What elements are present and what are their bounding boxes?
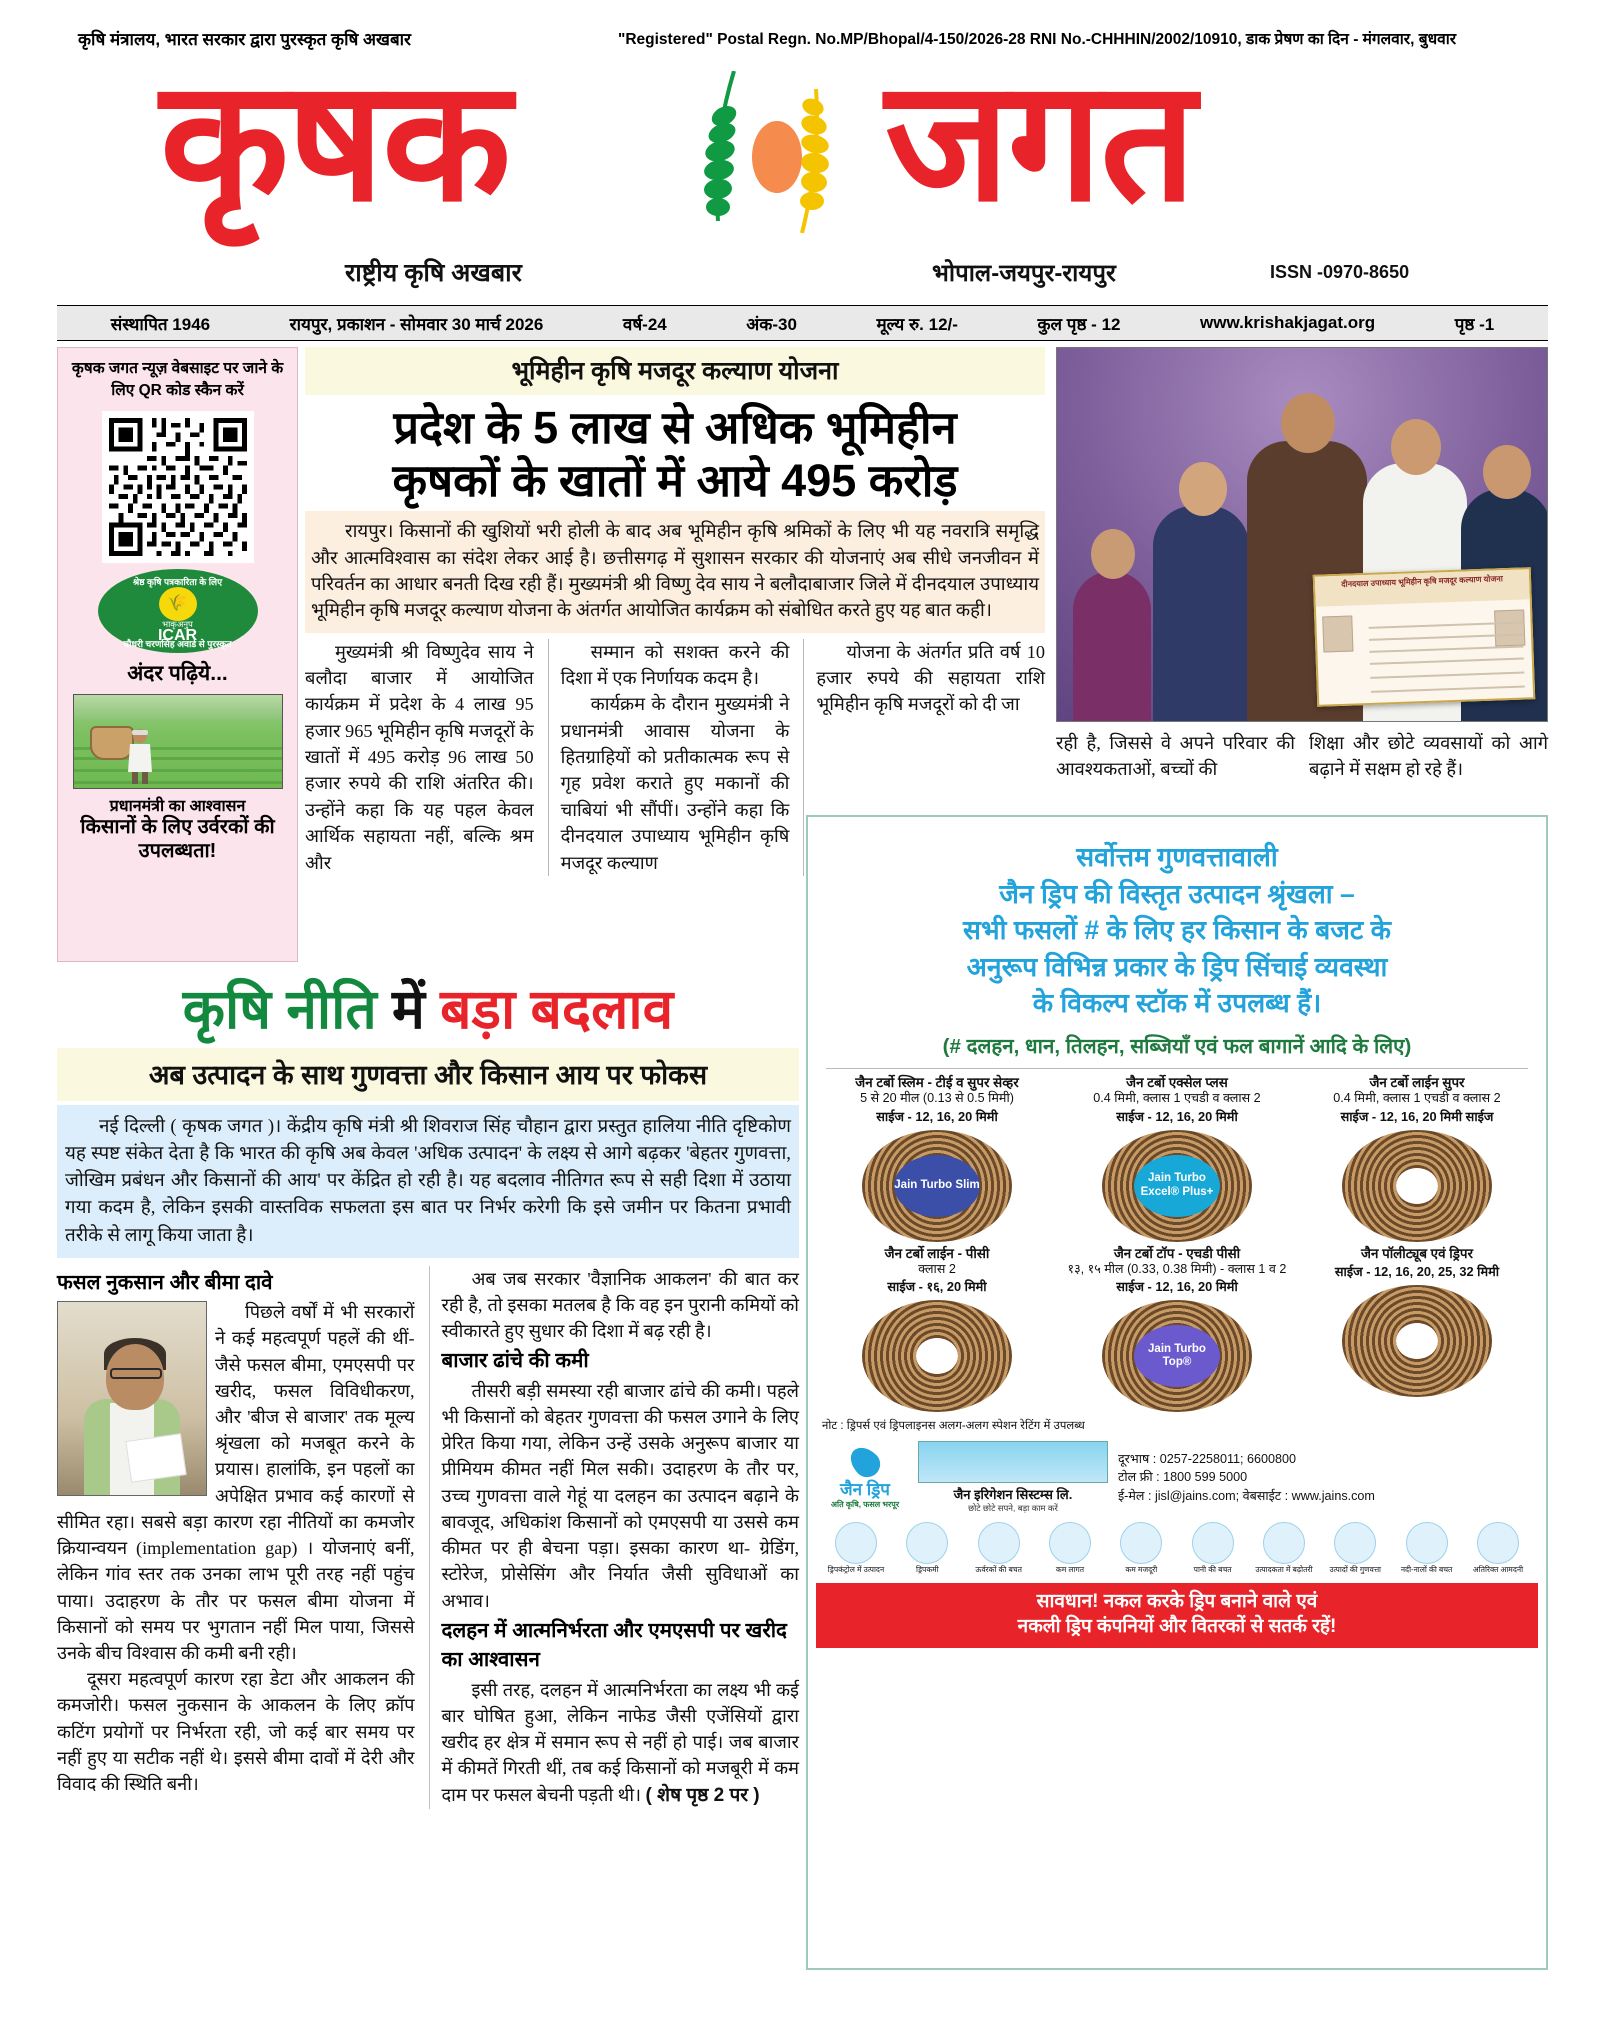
lead-intro-paragraph: रायपुर। किसानों की खुशियों भरी होली के बाद अब भूमिहीन कृषि श्रमिकों के लिए भी यह नवरात्रि समृद्धि और आत्मविश्वास का संदेश लेकर आई है। छत्तीसगढ़ में सुशासन सरकार की योजनाएं अब सीधे जनजीवन में परिवर्तन का आधार बनती दिख रही हैं। मुख्यमंत्री श्री विष्णु देव साय ने बलौदाबाजार जिले में दीनदयाल उपाध्याय भूमिहीन कृषि मजदूर कल्याण योजना के अंतर्गत आयोजित कार्यक्रम को संबोधित करते हुए यह बात कही। bbox=[305, 511, 1045, 633]
person-head-3 bbox=[1281, 393, 1335, 453]
product-label bbox=[894, 1325, 980, 1387]
farmer-figure-icon bbox=[120, 728, 160, 784]
benefit-item bbox=[895, 1522, 959, 1575]
lead-col1-text: मुख्यमंत्री श्री विष्णुदेव साय ने बलौदा बाजार में आयोजित कार्यक्रम में प्रदेश के 4 लाख 95 हजार 965 भूमिहीन कृषि मजदूरों के खातों में 495 करोड़ 96 लाख 50 हजार रुपये की राशि अंतरित की। उन्होंने कहा कि यह पहल केवल आर्थिक सहायता नहीं, बल्कि श्रम और bbox=[305, 641, 534, 873]
masthead-word-left: कृषक bbox=[160, 47, 510, 235]
product-card[interactable] bbox=[1298, 1075, 1536, 1244]
lead-story-photo bbox=[1056, 347, 1548, 722]
promo-line-2: किसानों के लिए उर्वरकों की उपलब्धता! bbox=[80, 815, 275, 862]
policy-headline-black: में bbox=[391, 978, 425, 1040]
masthead-editions: भोपाल-जयपुर-रायपुर bbox=[932, 260, 1116, 287]
email-row bbox=[1118, 1487, 1532, 1506]
product-label: Jain Turbo Slim bbox=[894, 1155, 980, 1217]
product-card[interactable] bbox=[1058, 1246, 1296, 1415]
benefit-icon bbox=[1477, 1522, 1519, 1564]
ad-benefits-row bbox=[808, 1514, 1546, 1575]
lead-kicker: भूमिहीन कृषि मजदूर कल्याण योजना bbox=[305, 347, 1045, 395]
policy-para-1: पिछले वर्षों में भी सरकारों ने कई महत्वपूर्ण पहलें की थीं-जैसे फसल बीमा, एमएसपी पर खरीद, फसल विविधीकरण, और 'बीज से बाजार' तक मूल्य श्रृंखला को मजबूत करने के प्रयास। हालांकि, इन पहलों का अपेक्षित प्रभाव कई कारणों से सीमित रहा। सबसे बड़ा कारण रहा नीतियों का कमजोर क्रियान्वयन (implementation gap) । योजनाएं बनीं, लेकिन गांव स्तर तक उनका लाभ पूरी तरह नहीं पहुंच पाया। उदाहरण के तौर पर फसल बीमा योजना में किसानों को समय पर भुगतान नहीं मिल पाया, जिससे उनके बीच विश्वास की कमी बनी रही। bbox=[57, 1302, 415, 1663]
lead-column-2 bbox=[548, 639, 790, 876]
policy-para-4: तीसरी बड़ी समस्या रही बाजार ढांचे की कमी। पहले भी किसानों को बेहतर गुणवत्ता की फसल उगाने के लिए प्रेरित किया गया, लेकिन उन्हें उसके अनुरूप बाजार या प्रीमियम कीमत नहीं मिल सकी। उदाहरण के तौर पर, उच्च गुणवत्ता वाले गेहूं या दलहन का उत्पादन बढ़ाने के बावजूद, अधिकांश किसानों को एमएसपी या उससे कम कीमत पर ही बेचना पड़ा। इसका कारण था- ग्रेडिंग, स्टोरेज, प्रोसेसिंग और निर्यात जैसी सुविधाओं का अभाव। bbox=[441, 1380, 799, 1611]
product-coil-image bbox=[862, 1130, 1012, 1242]
masthead bbox=[0, 47, 1605, 240]
policy-column-1 bbox=[57, 1266, 415, 1809]
policy-subhead-3: दलहन में आत्मनिर्भरता और एमएसपी पर खरीद का आश्वासन bbox=[441, 1618, 787, 1672]
product-name: जैन पॉलीट्यूब एवं ड्रिपर bbox=[1361, 1245, 1473, 1261]
product-name: जैन टर्बो लाईन सुपर bbox=[1369, 1074, 1465, 1090]
ministry-award-text: कृषि मंत्रालय, भारत सरकार द्वारा पुरस्कृत कृषि अखबार bbox=[78, 29, 412, 49]
benefit-item bbox=[1252, 1522, 1316, 1575]
benefit-item bbox=[967, 1522, 1031, 1575]
benefit-label: अतिरिक्त आमदनी bbox=[1472, 1565, 1524, 1575]
ad-headline-line5: के विकल्प स्टॉक में उपलब्ध हैं। bbox=[1032, 988, 1322, 1019]
product-label bbox=[1374, 1310, 1460, 1372]
benefit-item bbox=[824, 1522, 888, 1575]
certificate-portrait-left bbox=[1322, 615, 1353, 652]
photo-caption-left: रही है, जिससे वे अपने परिवार की आवश्यकताओं, बच्चों की bbox=[1056, 733, 1295, 780]
left-sidebar bbox=[57, 347, 298, 962]
postal-registration-text: "Registered" Postal Regn. No.MP/Bhopal/4-150/2026-28 RNI No.-CHHHIN/2002/10910, डाक प्रेषण का दिन - मंगलवार, बुधवार bbox=[618, 31, 1457, 48]
benefit-icon bbox=[906, 1522, 948, 1564]
product-size: साईज - 12, 16, 20, 25, 32 मिमी bbox=[1334, 1263, 1500, 1279]
person-head-1 bbox=[1091, 529, 1135, 579]
ad-website-value[interactable]: www.jains.com bbox=[1291, 1489, 1375, 1504]
product-grid bbox=[808, 1069, 1546, 1415]
product-coil-image bbox=[862, 1300, 1012, 1412]
product-label: Jain Turbo Excel® Plus+ bbox=[1134, 1155, 1220, 1217]
policy-story bbox=[57, 975, 799, 1809]
benefit-item bbox=[1466, 1522, 1530, 1575]
price: मूल्य रु. 12/- bbox=[876, 314, 958, 334]
product-spec: क्लास 2 bbox=[918, 1261, 956, 1276]
wheat-logo-icon bbox=[690, 63, 860, 233]
certificate-portrait-right bbox=[1494, 609, 1525, 646]
icar-award-badge bbox=[98, 569, 258, 653]
benefit-icon bbox=[835, 1522, 877, 1564]
icar-ring-bottom-text: चौधरी चरणसिंह अवार्ड से पुरस्कृत bbox=[123, 638, 232, 649]
product-spec: 0.4 मिमी, क्लास 1 एचडी व क्लास 2 bbox=[1093, 1090, 1261, 1105]
product-size: साईज - 12, 16, 20 मिमी साईज bbox=[1340, 1108, 1494, 1124]
icar-acronym: ICAR bbox=[157, 626, 198, 644]
ad-headline-line1: सर्वोत्तम गुणवत्तावाली bbox=[1076, 842, 1278, 872]
benefit-icon bbox=[1120, 1522, 1162, 1564]
benefit-item bbox=[1323, 1522, 1387, 1575]
email-value[interactable]: jisl@jains.com; bbox=[1154, 1489, 1240, 1504]
policy-column-2 bbox=[429, 1266, 800, 1809]
issn-number: ISSN -0970-8650 bbox=[1270, 262, 1410, 282]
founded-year: संस्थापित 1946 bbox=[110, 314, 211, 334]
qr-code-icon bbox=[109, 418, 247, 556]
glasses-icon bbox=[110, 1368, 162, 1379]
phone-row bbox=[1118, 1450, 1532, 1469]
issue-info-bar bbox=[57, 305, 1548, 341]
policy-body-columns bbox=[57, 1266, 799, 1809]
volume-number: वर्ष-24 bbox=[622, 314, 667, 334]
benefit-label: ड्रिपकमी bbox=[915, 1565, 939, 1575]
benefit-label: पानी की बचत bbox=[1193, 1565, 1232, 1575]
website-link[interactable]: www.krishakjagat.org bbox=[1200, 313, 1376, 332]
continued-marker: ( शेष पृष्ठ 2 पर ) bbox=[645, 1784, 760, 1806]
product-coil-image bbox=[1342, 1285, 1492, 1397]
icar-ring-top-text: श्रेष्ठ कृषि पत्रकारिता के लिए bbox=[132, 576, 223, 587]
product-spec: 0.4 मिमी, क्लास 1 एचडी व क्लास 2 bbox=[1333, 1090, 1501, 1105]
lead-story bbox=[305, 347, 1045, 876]
benefit-item bbox=[1109, 1522, 1173, 1575]
person-figure-2 bbox=[1153, 506, 1249, 721]
website-label: वेबसाईट : bbox=[1242, 1489, 1289, 1504]
product-label: Jain Turbo Top® bbox=[1134, 1325, 1220, 1387]
total-pages: कुल पृष्ठ - 12 bbox=[1037, 314, 1121, 334]
benefit-icon bbox=[1334, 1522, 1376, 1564]
icar-hindi-name: भाकृअनुप bbox=[162, 618, 193, 629]
benefit-label: नदी-नालों की बचत bbox=[1400, 1565, 1453, 1575]
benefit-label: ऊर्वरकों की बचत bbox=[975, 1565, 1022, 1575]
product-coil-image bbox=[1102, 1130, 1252, 1242]
ad-headline-line2: जैन ड्रिप की विस्तृत उत्पादन श्रृंखला – bbox=[999, 878, 1355, 909]
factory-building-icon bbox=[918, 1441, 1108, 1483]
benefit-icon bbox=[978, 1522, 1020, 1564]
product-card[interactable] bbox=[1058, 1075, 1296, 1244]
product-name: जैन टर्बो स्लिम - टीई व सुपर सेव्हर bbox=[855, 1074, 1019, 1090]
policy-para-5-text: इसी तरह, दलहन में आत्मनिर्भरता का लक्ष्य भी कई बार घोषित हुआ, लेकिन नाफेड जैसी एजेंसियों द्वारा खरीद हर क्षेत्र में समान रूप से नहीं हो पाई। जब बाजार में कीमतें गिरती थीं, तब कई किसानों को मजबूरी में कम दाम पर फसल बेचनी पड़ती थी। bbox=[441, 1679, 799, 1805]
warning-line-1: सावधान! नकल करके ड्रिप बनाने वाले एवं bbox=[1036, 1591, 1318, 1613]
scheme-certificate bbox=[1313, 567, 1535, 707]
ad-brand-row bbox=[808, 1433, 1546, 1514]
tollfree-row bbox=[1118, 1468, 1532, 1487]
lead-column-1 bbox=[305, 639, 534, 876]
benefit-icon bbox=[1192, 1522, 1234, 1564]
product-size: साईज - १६, 20 मिमी bbox=[887, 1279, 987, 1295]
policy-subhead-2: बाजार ढांचे की कमी bbox=[441, 1349, 589, 1373]
ad-warning-banner bbox=[816, 1583, 1538, 1647]
masthead-word-right: जगत bbox=[885, 47, 1194, 235]
inside-label: अंदर पढ़िये... bbox=[127, 661, 228, 685]
product-label bbox=[1374, 1155, 1460, 1217]
benefit-label: कम मजदूरी bbox=[1125, 1565, 1158, 1575]
product-card[interactable] bbox=[818, 1075, 1056, 1244]
ad-footnote: नोट : ड्रिपर्स एवं ड्रिपलाइनस अलग-अलग स्पेशन रेटिंग में उपलब्ध bbox=[822, 1420, 1085, 1433]
benefit-item bbox=[1181, 1522, 1245, 1575]
policy-subheadline: अब उत्पादन के साथ गुणवत्ता और किसान आय पर फोकस bbox=[57, 1048, 799, 1101]
person-head-4 bbox=[1391, 419, 1441, 475]
product-size: साईज - 12, 16, 20 मिमी bbox=[1116, 1108, 1238, 1124]
phone-label: दूरभाष : bbox=[1118, 1451, 1157, 1466]
company-tagline: छोटे छोटे सपने, बड़ा काम करें bbox=[968, 1503, 1058, 1514]
benefit-icon bbox=[1049, 1522, 1091, 1564]
policy-para-3: अब जब सरकार 'वैज्ञानिक आकलन' की बात कर रही है, तो इसका मतलब है कि वह इन पुरानी कमियों को स्वीकारते हुए सुधार की दिशा में बढ़ रही है। bbox=[441, 1268, 799, 1342]
tollfree-value: 1800 599 5000 bbox=[1163, 1470, 1248, 1485]
product-spec: १३, १५ मील (0.33, 0.38 मिमी) - क्लास 1 व 2 bbox=[1067, 1261, 1287, 1276]
product-card[interactable] bbox=[818, 1246, 1056, 1415]
photo-caption-columns bbox=[1056, 730, 1548, 783]
photo-caption-right: शिक्षा और छोटे व्यवसायों को आगे बढ़ाने में सक्षम हो रहे हैं। bbox=[1309, 733, 1548, 780]
lead-headline-line2: कृषकों के खातों में आये 495 करोड़ bbox=[392, 455, 958, 507]
brand-name: जैन ड्रिप bbox=[840, 1480, 890, 1500]
company-name: जैन इरिगेशन सिस्टम्स लि. bbox=[953, 1487, 1073, 1503]
sidebar-promo-caption bbox=[58, 794, 297, 863]
product-card[interactable] bbox=[1298, 1246, 1536, 1415]
lead-col2b-text: कार्यक्रम के दौरान मुख्यमंत्री ने प्रधानमंत्री आवास योजना के हितग्राहियों को प्रतीकात्मक रूप से गृह प्रवेश कराते हुए मकानों की चाबियां भी सौंपीं। उन्होंने कहा कि दीनदयाल उपाध्याय भूमिहीन कृषि मजदूर कल्याण bbox=[560, 694, 790, 873]
minister-photo bbox=[57, 1301, 207, 1496]
icar-wheat-glyph: 🌾 bbox=[167, 594, 188, 612]
policy-intro-paragraph: नई दिल्ली ( कृषक जगत )। केंद्रीय कृषि मंत्री श्री शिवराज सिंह चौहान द्वारा प्रस्तुत हालिया नीति दृष्टिकोण यह स्पष्ट संकेत देता है कि भारत की कृषि अब केवल 'अधिक उत्पादन' के लक्ष्य से आगे बढ़कर 'बेहतर गुणवत्ता, जोखिम प्रबंधन और किसानों की आय' पर केंद्रित हो रही है। यह बदलाव नीतिगत रूप से सही दिशा में उठाया गया कदम है, लेकिन इसकी वास्तविक सफलता इस बात पर निर्भर करेगी कि इसे जमीन पर कितना प्रभावी तरीके से लागू किया जाता है। bbox=[57, 1105, 799, 1258]
benefit-label: कम लागत bbox=[1055, 1565, 1085, 1575]
ad-crop-note: (# दलहन, धान, तिलहन, सब्जियाँ एवं फल बागानें आदि के लिए) bbox=[942, 1034, 1412, 1058]
brand-tagline: अति कृषि, फसल भरपूर bbox=[830, 1499, 900, 1509]
policy-subhead-1: फसल नुकसान और बीमा दावे bbox=[57, 1270, 273, 1294]
email-label: ई-मेल : bbox=[1118, 1489, 1152, 1504]
benefit-item bbox=[1038, 1522, 1102, 1575]
benefit-item bbox=[1395, 1522, 1459, 1575]
qr-instruction-text: कृषक जगत न्यूज़ वेबसाइट पर जाने के लिए QR कोड स्कैन करें bbox=[71, 360, 284, 400]
benefit-icon bbox=[1263, 1522, 1305, 1564]
lead-headline bbox=[305, 395, 1045, 511]
product-name: जैन टर्बो एक्सेल प्लस bbox=[1126, 1074, 1228, 1090]
ad-contact-block bbox=[1118, 1450, 1532, 1507]
product-coil-image bbox=[1102, 1300, 1252, 1412]
benefit-label: ड्रिपकंट्रोल में उत्पादन bbox=[827, 1565, 885, 1575]
product-name: जैन टर्बो टॉप - एचडी पीसी bbox=[1113, 1245, 1241, 1261]
benefit-label: उत्पादों की गुणवत्ता bbox=[1329, 1565, 1382, 1575]
ad-headline-line3: सभी फसलों # के लिए हर किसान के बजट के bbox=[963, 915, 1391, 946]
masthead-subtitle-left: राष्ट्रीय कृषि अखबार bbox=[345, 259, 522, 287]
sidebar-farmer-photo bbox=[73, 694, 283, 789]
product-size: साईज - 12, 16, 20 मिमी bbox=[1116, 1279, 1238, 1295]
issue-number: अंक-30 bbox=[746, 314, 797, 334]
yellow-wheat-icon bbox=[786, 83, 832, 233]
policy-headline-red: बड़ा बदलाव bbox=[440, 978, 674, 1040]
ad-headline-line4: अनुरूप विभिन्न प्रकार के ड्रिप सिंचाई व्यवस्था bbox=[966, 951, 1388, 982]
warning-line-2: नकली ड्रिप कंपनियों और वितरकों से सतर्क रहें! bbox=[1017, 1615, 1337, 1637]
tollfree-label: टोल फ्री : bbox=[1118, 1470, 1160, 1485]
certificate-title: दीनदयाल उपाध्याय भूमिहीन कृषि मजदूर कल्याण योजना bbox=[1341, 574, 1503, 589]
green-wheat-icon bbox=[704, 71, 750, 221]
ad-headline bbox=[808, 817, 1546, 1024]
jain-drip-advertisement bbox=[806, 815, 1548, 1970]
lead-headline-line1: प्रदेश के 5 लाख से अधिक भूमिहीन bbox=[393, 402, 957, 453]
person-head-2 bbox=[1179, 462, 1227, 516]
jain-company-logo bbox=[918, 1441, 1108, 1514]
photo-sky bbox=[74, 695, 282, 719]
lead-col3-text: योजना के अंतर्गत प्रति वर्ष 10 हजार रुपये की सहायता राशि भूमिहीन कृषि मजदूरों को दी जा bbox=[816, 641, 1046, 715]
phone-value: 0257-2258011; 6600800 bbox=[1159, 1451, 1297, 1466]
benefit-icon bbox=[1406, 1522, 1448, 1564]
product-spec: 5 से 20 मील (0.13 से 0.5 मिमी) bbox=[860, 1090, 1014, 1105]
page-number: पृष्ठ -1 bbox=[1454, 314, 1495, 334]
place-and-date: रायपुर, प्रकाशन - सोमवार 30 मार्च 2026 bbox=[289, 314, 544, 334]
benefit-label: उत्पादकता में बढ़ोतरी bbox=[1255, 1565, 1313, 1575]
person-figure-1 bbox=[1073, 571, 1151, 721]
product-name: जैन टर्बो लाईन - पीसी bbox=[884, 1245, 990, 1261]
person-head-5 bbox=[1483, 445, 1531, 499]
product-size: साईज - 12, 16, 20 मिमी bbox=[876, 1108, 998, 1124]
qr-code[interactable] bbox=[102, 411, 254, 563]
water-drop-icon bbox=[844, 1442, 885, 1483]
jain-drip-logo bbox=[822, 1446, 908, 1510]
policy-headline-green: कृषि नीति bbox=[182, 978, 377, 1040]
product-coil-image bbox=[1342, 1130, 1492, 1242]
paper-sheet bbox=[125, 1434, 186, 1483]
lead-col2-text: सम्मान को सशक्त करने की दिशा में एक निर्णायक कदम है। bbox=[560, 641, 790, 689]
promo-line-1: प्रधानमंत्री का आश्वासन bbox=[109, 797, 246, 815]
policy-para-2: दूसरा महत्वपूर्ण कारण रहा डेटा और आकलन की कमजोरी। फसल नुकसान के आकलन के लिए क्रॉप कटिंग प्रयोगों पर निर्भरता रही, जो कई बार समय पर नहीं हुए या सटीक नहीं थे। इससे बीमा दावों में देरी और विवाद की स्थिति बनी। bbox=[57, 1669, 415, 1794]
policy-headline bbox=[57, 975, 799, 1042]
policy-para-5 bbox=[442, 1677, 800, 1809]
